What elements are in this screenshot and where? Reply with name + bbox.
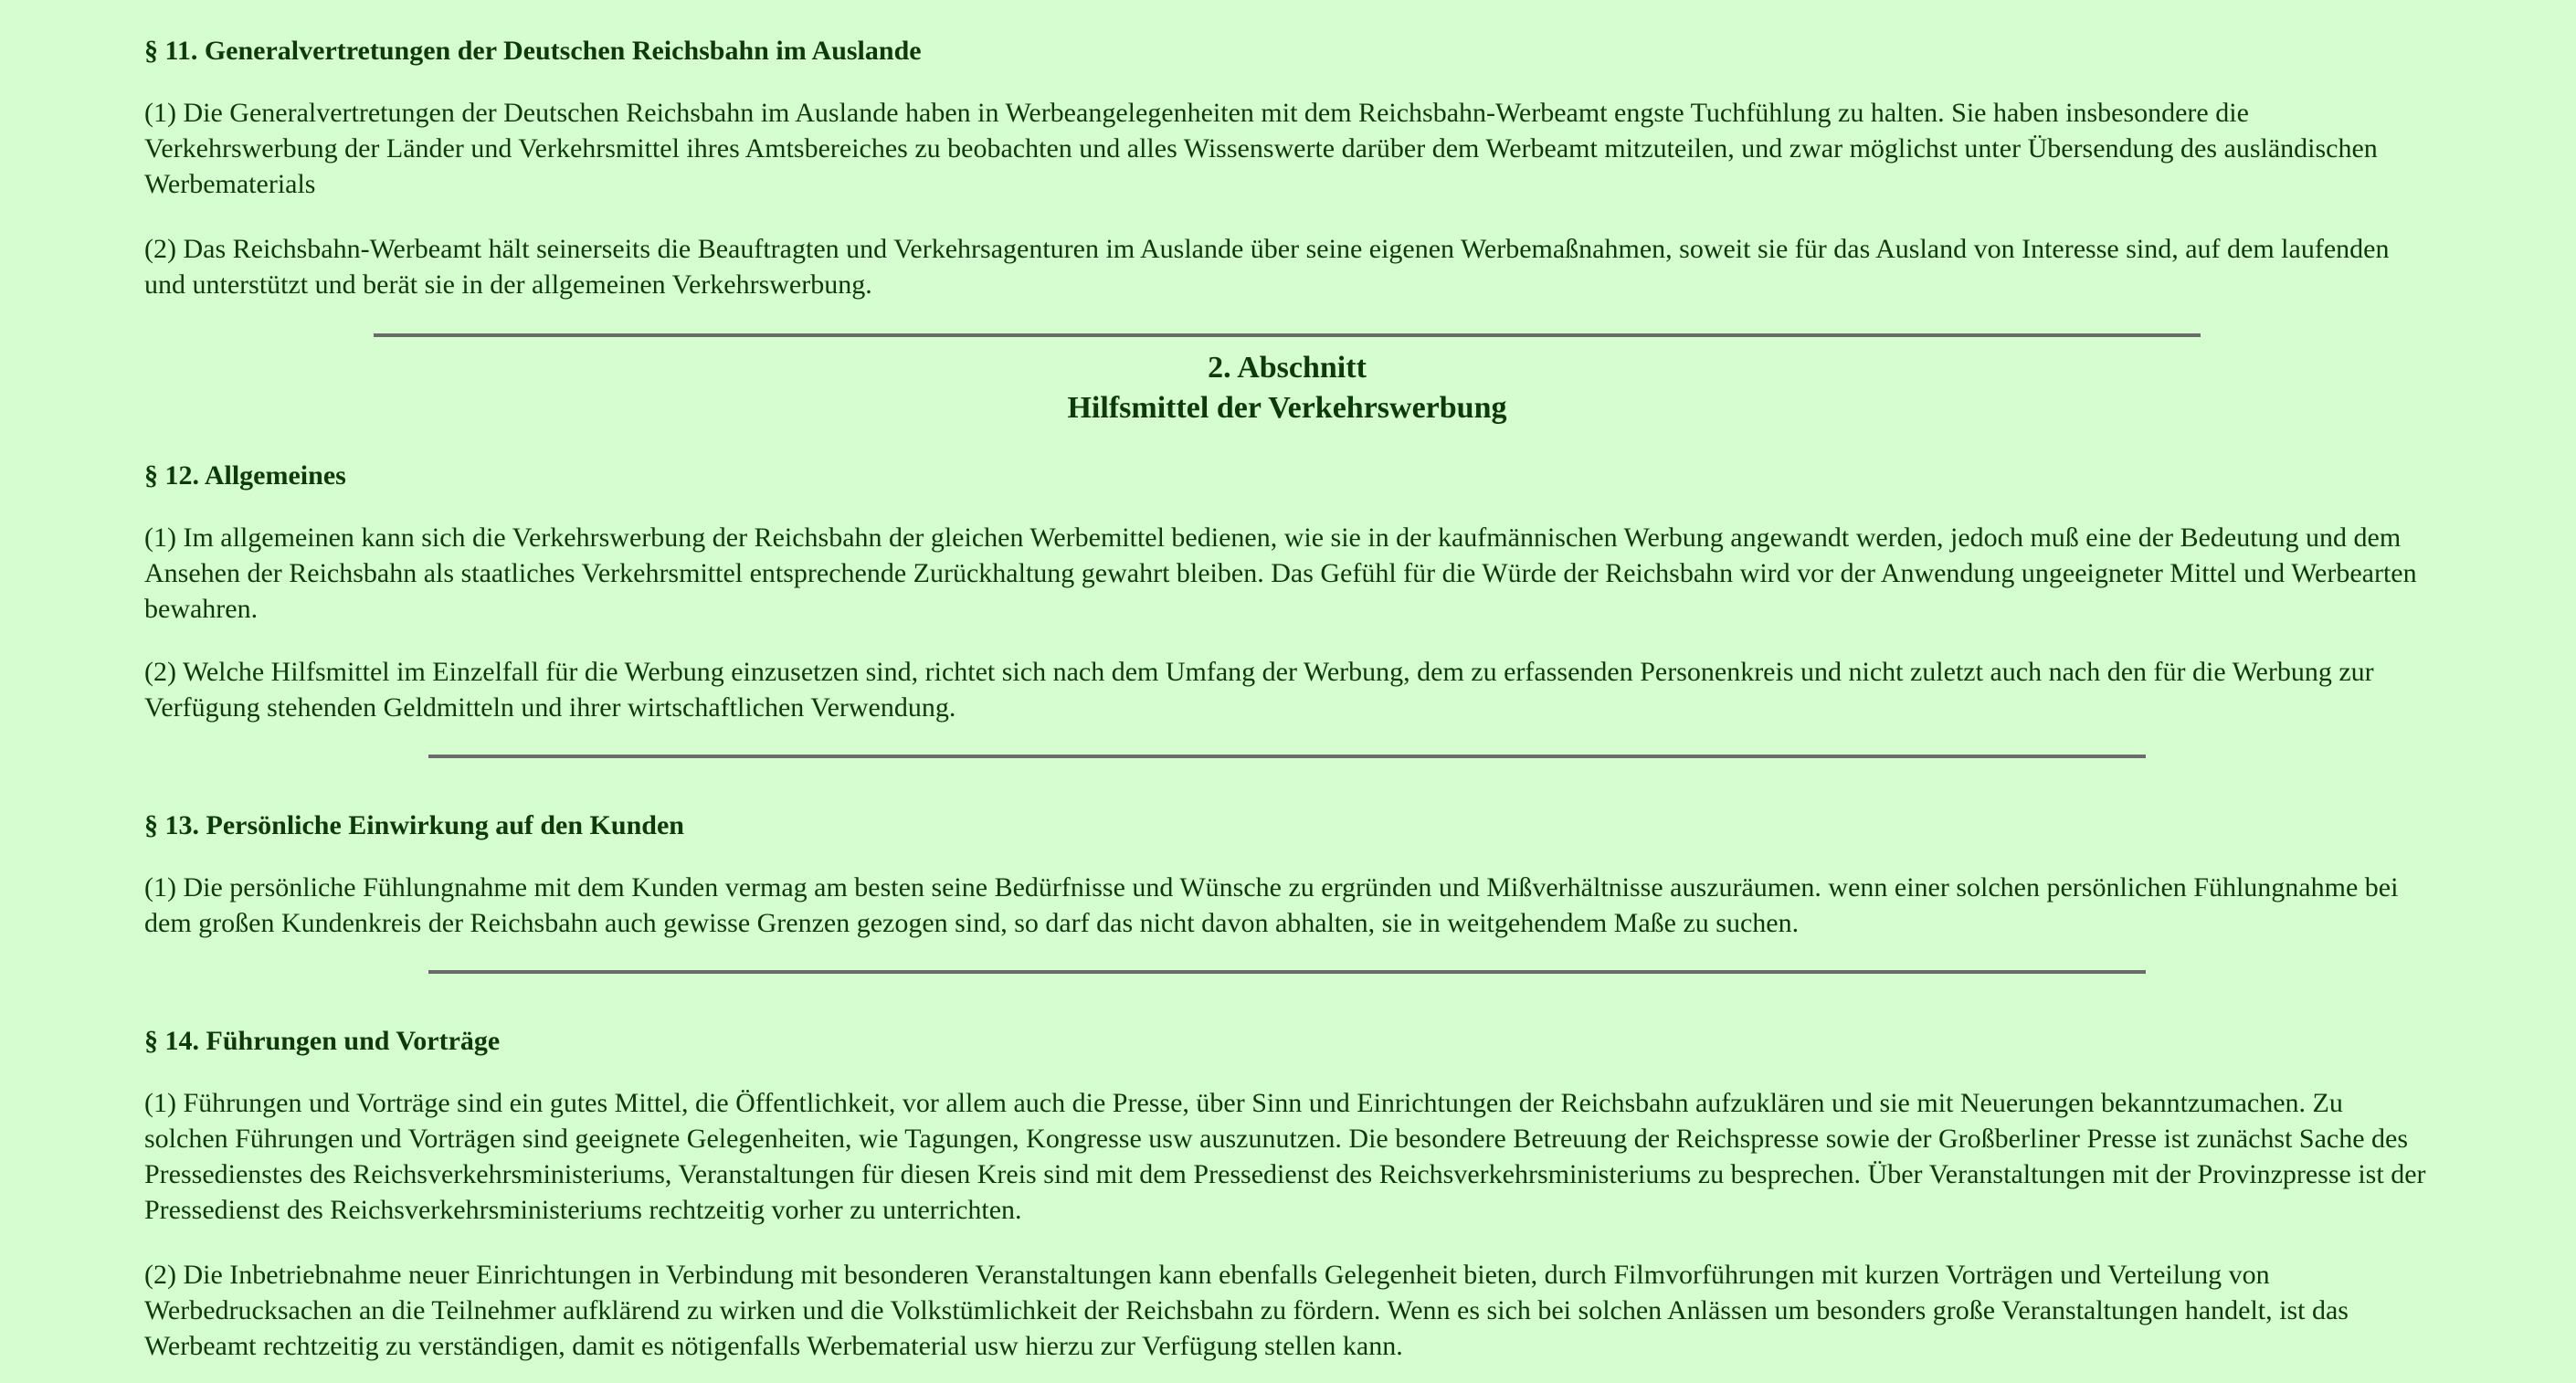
horizontal-divider	[374, 333, 2201, 337]
section-12-paragraph-1: (1) Im allgemeinen kann sich die Verkehrswerbung der Reichsbahn der gleichen Werbemittel bedienen, wie sie in der kaufmännischen Werbung angewandt werden, jedoch muß eine der Bedeutung und dem Ansehen der Reichsbahn als staatliches Verkehrsmittel entsprechende Zurückhaltung gewahrt bleiben. Das Gefühl für die Würde der Reichsbahn wird vor der Anwendung ungeeigneter Mittel und Werbearten bewahren.	[144, 523, 2417, 624]
section-14-paragraph-1: (1) Führungen und Vorträge sind ein gutes Mittel, die Öffentlichkeit, vor allem auch die Presse, über Sinn und Einrichtungen der Reichsbahn aufzuklären und sie mit Neuerungen bekanntzumachen. Zu solchen Führungen und Vorträgen sind geeignete Gelegenheiten, wie Tagungen, Kongresse usw auszunutzen. Die besondere Betreuung der Reichspresse sowie der Großberliner Presse ist zunächst Sache des Pressedienstes des Reichsverkehrsministeriums, Veranstaltungen für diesen Kreis sind mit dem Pressedienst des Reichsverkehrsministeriums zu besprechen. Über Veranstaltungen mit der Provinzpresse ist der Pressedienst des Reichsverkehrsministeriums rechtzeitig vorher zu unterrichten.	[144, 1088, 2426, 1225]
section-14-paragraph-2: (2) Die Inbetriebnahme neuer Einrichtungen in Verbindung mit besonderen Veranstaltungen kann ebenfalls Gelegenheit bieten, durch Filmvorführungen mit kurzen Vorträgen und Verteilung von Werbedrucksachen an die Teilnehmer aufklärend zu wirken und die Volkstümlichkeit der Reichsbahn zu fördern. Wenn es sich bei solchen Anlässen um besonders große Veranstaltungen handelt, ist das Werbeamt rechtzeitig zu verständigen, damit es nötigenfalls Werbematerial usw hierzu zur Verfügung stellen kann.	[144, 1260, 2349, 1361]
chapter-heading	[144, 348, 2430, 428]
horizontal-divider	[428, 970, 2146, 974]
section-13-paragraph-1: (1) Die persönliche Fühlungnahme mit dem Kunden vermag am besten seine Bedürfnisse und Wünsche zu ergründen und Mißverhältnisse auszuräumen. wenn einer solchen persönlichen Fühlungnahme bei dem großen Kundenkreis der Reichsbahn auch gewisse Grenzen gezogen sind, so darf das nicht davon abhalten, sie in weitgehendem Maße zu suchen.	[144, 872, 2399, 938]
section-12-paragraph-2: (2) Welche Hilfsmittel im Einzelfall für die Werbung einzusetzen sind, richtet sich nach dem Umfang der Werbung, dem zu erfassenden Personenkreis und nicht zuletzt auch nach den für die Werbung zur Verfügung stehenden Geldmitteln und ihrer wirtschaftlichen Verwendung.	[144, 657, 2374, 723]
section-11-heading: § 11. Generalvertretungen der Deutschen Reichsbahn im Auslande	[144, 36, 922, 66]
chapter-title: Hilfsmittel der Verkehrswerbung	[1067, 391, 1507, 425]
horizontal-divider	[428, 755, 2146, 758]
section-11-paragraph-2: (2) Das Reichsbahn-Werbeamt hält seinerseits die Beauftragten und Verkehrsagenturen im Auslande über seine eigenen Werbemaßnahmen, soweit sie für das Ausland von Interesse sind, auf dem laufenden und unterstützt und berät sie in der allgemeinen Verkehrswerbung.	[144, 234, 2390, 300]
chapter-number: 2. Abschnitt	[1208, 351, 1367, 385]
section-12-heading: § 12. Allgemeines	[144, 460, 346, 491]
section-14-heading: § 14. Führungen und Vorträge	[144, 1026, 501, 1056]
section-11-paragraph-1: (1) Die Generalvertretungen der Deutschen Reichsbahn im Auslande haben in Werbeangelegenheiten mit dem Reichsbahn-Werbeamt engste Tuchfühlung zu halten. Sie haben insbesondere die Verkehrswerbung der Länder und Verkehrsmittel ihres Amtsbereiches zu beobachten und alles Wissenswerte darüber dem Werbeamt mitzuteilen, und zwar möglichst unter Übersendung des ausländischen Werbematerials	[144, 98, 2378, 199]
section-13-heading: § 13. Persönliche Einwirkung auf den Kunden	[144, 810, 684, 840]
